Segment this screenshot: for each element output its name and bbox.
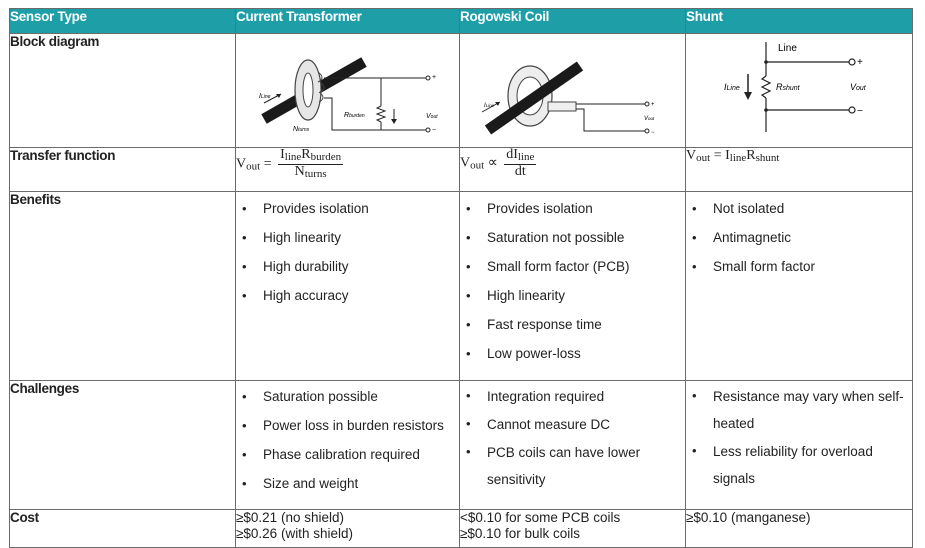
list-item: • Integration required xyxy=(460,382,685,410)
row-label-cost: Cost xyxy=(10,510,236,548)
list-item: • High durability xyxy=(236,252,459,281)
header-current-transformer: Current Transformer xyxy=(236,9,460,34)
row-label-challenges: Challenges xyxy=(10,381,236,510)
cost-line: ≥$0.10 for bulk coils xyxy=(460,526,580,541)
svg-text:+: + xyxy=(432,74,437,81)
rogowski-coil-diagram xyxy=(460,34,686,144)
list-item: • Size and weight xyxy=(236,469,459,498)
list-item: • High accuracy xyxy=(236,281,459,310)
header-rogowski-coil: Rogowski Coil xyxy=(460,9,686,34)
shunt-transfer-function: Vout = IlineRshunt xyxy=(686,148,913,192)
shunt-challenges xyxy=(686,381,913,510)
list-item: • High linearity xyxy=(460,281,685,310)
svg-text:Vout: Vout xyxy=(426,113,438,120)
ct-benefits xyxy=(236,192,460,381)
svg-text:ILine: ILine xyxy=(724,82,740,92)
current-transformer-diagram xyxy=(236,34,460,144)
challenges-row xyxy=(10,381,913,510)
svg-text:Vout: Vout xyxy=(850,82,866,92)
svg-text:+: + xyxy=(857,57,863,68)
list-item: • Provides isolation xyxy=(236,194,459,223)
list-item: • Fast response time xyxy=(460,310,685,339)
header-row xyxy=(10,9,913,34)
list-item: • Power loss in burden resistors xyxy=(236,411,459,440)
shunt-diagram xyxy=(686,34,913,144)
cost-row xyxy=(10,510,913,548)
sensor-comparison-table xyxy=(9,8,913,548)
shunt-benefits xyxy=(686,192,913,381)
list-item: • Not isolated xyxy=(686,194,912,223)
list-item: • Saturation possible xyxy=(236,382,459,411)
ct-challenges xyxy=(236,381,460,510)
svg-text:−: − xyxy=(857,106,863,117)
svg-text:−: − xyxy=(432,127,437,134)
header-shunt: Shunt xyxy=(686,9,913,34)
list-item: • High linearity xyxy=(236,223,459,252)
rc-cost xyxy=(460,510,686,548)
svg-text:Rshunt: Rshunt xyxy=(776,82,800,92)
cost-line: ≥$0.26 (with shield) xyxy=(236,526,353,541)
cost-line: <$0.10 for some PCB coils xyxy=(460,510,621,525)
block-diagram-row xyxy=(10,34,913,148)
list-item: • Low power-loss xyxy=(460,339,685,368)
svg-text:+: + xyxy=(651,102,655,108)
list-item: • Provides isolation xyxy=(460,194,685,223)
rc-challenges xyxy=(460,381,686,510)
svg-text:Line: Line xyxy=(778,43,797,54)
ct-diagram-cell xyxy=(236,34,460,148)
transfer-function-row xyxy=(10,148,913,192)
rc-diagram-cell xyxy=(460,34,686,148)
rc-benefits xyxy=(460,192,686,381)
svg-text:ILine: ILine xyxy=(484,103,495,109)
header-sensor-type: Sensor Type xyxy=(10,9,236,34)
list-item: • Saturation not possible xyxy=(460,223,685,252)
list-item: • Phase calibration required xyxy=(236,440,459,469)
shunt-cost xyxy=(686,510,913,548)
cost-line: ≥$0.10 (manganese) xyxy=(686,510,811,525)
list-item: • Small form factor xyxy=(686,252,912,281)
ct-cost xyxy=(236,510,460,548)
cost-line: ≥$0.21 (no shield) xyxy=(236,510,344,525)
svg-text:Rburden: Rburden xyxy=(344,112,365,119)
svg-text:Vout: Vout xyxy=(644,116,655,122)
ct-transfer-function: Vout = $\frac{\text{IlineRburden}}{\text{Nturns}}$ xyxy=(236,148,460,192)
list-item: • Resistance may vary when self-heated xyxy=(686,382,912,437)
svg-text:Nturns: Nturns xyxy=(293,126,310,133)
list-item: • Less reliability for overload signals xyxy=(686,437,912,492)
svg-text:ILine: ILine xyxy=(259,93,271,100)
svg-text:−: − xyxy=(651,130,655,136)
list-item: • Small form factor (PCB) xyxy=(460,252,685,281)
benefits-row xyxy=(10,192,913,381)
list-item: • Antimagnetic xyxy=(686,223,912,252)
row-label-block-diagram: Block diagram xyxy=(10,34,236,148)
list-item: • PCB coils can have lower sensitivity xyxy=(460,438,685,493)
list-item: • Cannot measure DC xyxy=(460,410,685,438)
rc-transfer-function: Vout ∝ $\frac{\text{dIline}}{dt}$ xyxy=(460,148,686,192)
row-label-benefits: Benefits xyxy=(10,192,236,381)
row-label-transfer-function: Transfer function xyxy=(10,148,236,192)
shunt-diagram-cell xyxy=(686,34,913,148)
